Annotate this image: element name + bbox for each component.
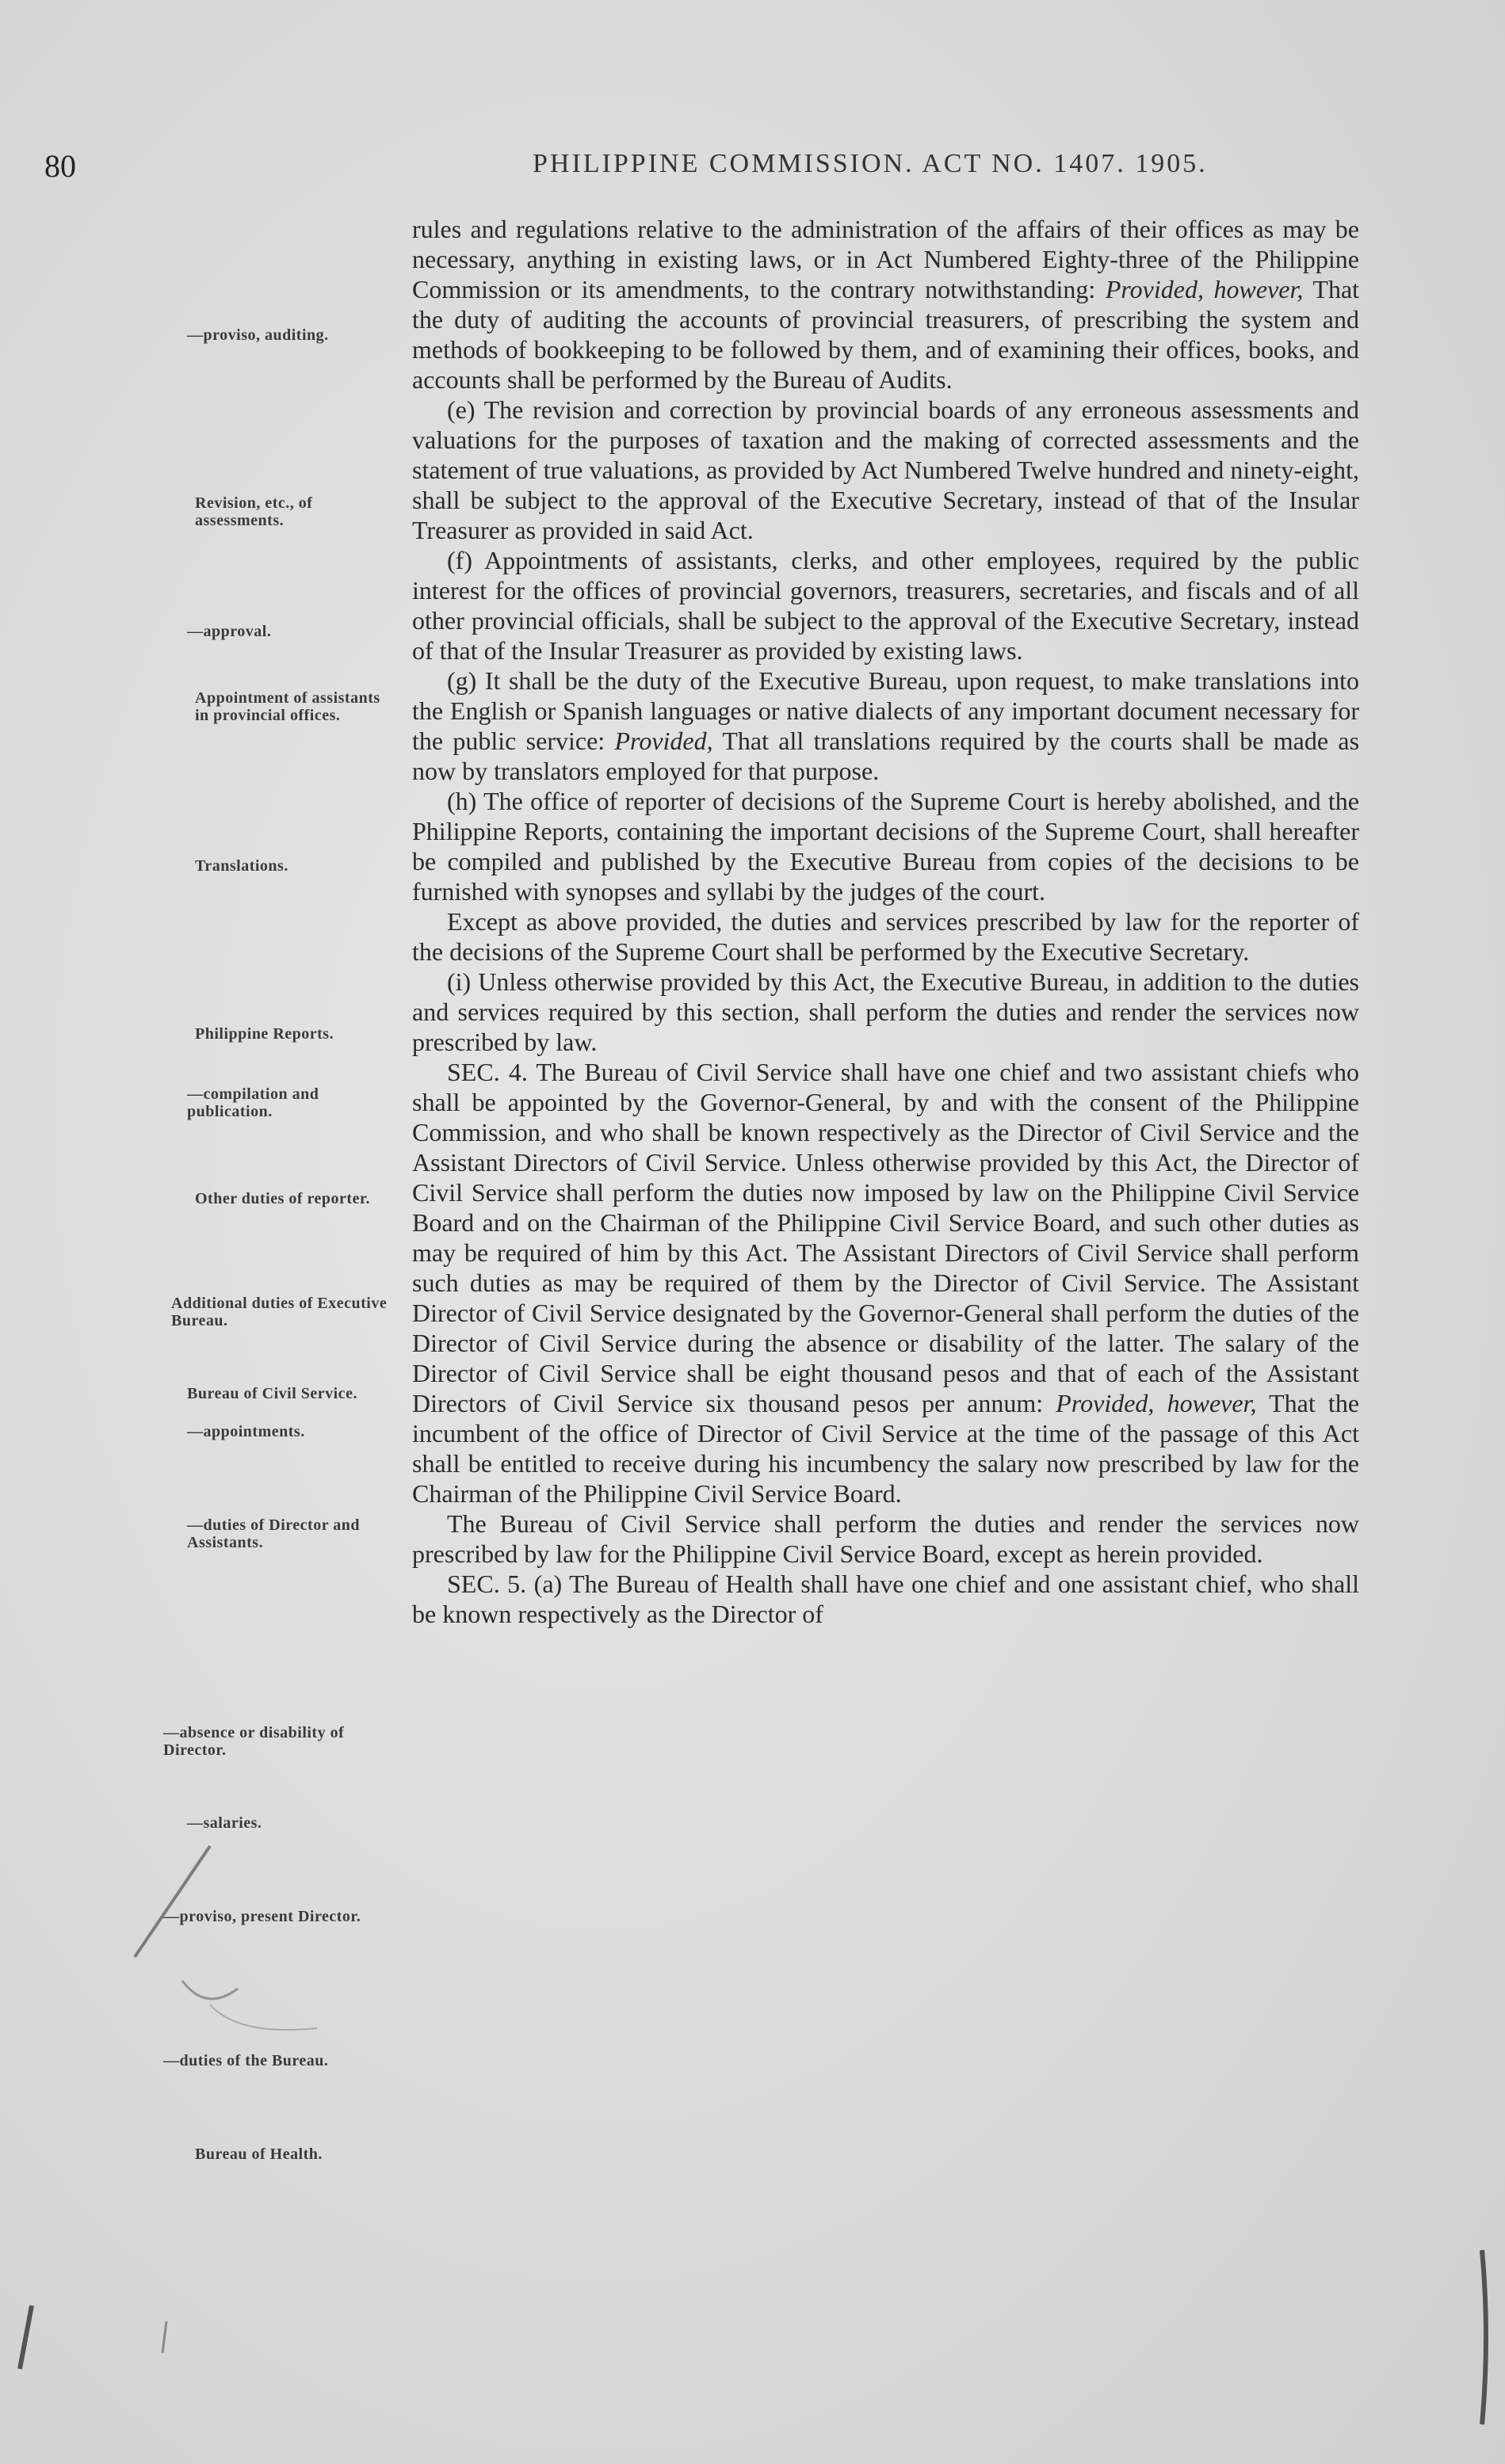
paragraph: (h) The office of reporter of decisions of the Supreme Court is hereby abolished, and the Philippine Reports, containing the important decisions of the Supreme Court, shall hereafter be compiled and published by the Executive Bureau from copies of the decisions to be furnished with synopses and syllabi by the judges of the court.	[412, 787, 1359, 906]
margin-note: —appointments.	[187, 1423, 305, 1440]
margin-note: Other duties of reporter.	[195, 1190, 370, 1207]
paragraph: (e) The revision and correction by provincial boards of any erroneous assessments and valuations for the purposes of taxation and the making of corrected assessments and the statement of true valuations, as provided by Act Numbered Twelve hundred and ninety-eight, shall be subject to the approval of the Executive Secretary, instead of that of the Insular Treasurer as provided in said Act.	[412, 395, 1359, 544]
margin-note: Philippine Reports.	[195, 1025, 334, 1043]
margin-note: Appointment of assistants in provincial offices.	[195, 689, 380, 724]
margin-note: —proviso, present Director.	[163, 1908, 361, 1925]
paragraph: SEC. 4. The Bureau of Civil Service shall have one chief and two assistant chiefs who shall be appointed by the Governor-General, by and with the consent of the Philippine Commission, and who shall be known respectively as the Director of Civil Service and the Assistant Directors of Civil Service. Unless otherwise provided by this Act, the Director of Civil Service shall perform the duties now imposed by law on the Philippine Civil Service Board and on the Chairman of the Philippine Civil Service Board, and such other duties as may be required of him by this Act. The Assistant Directors of Civil Service shall perform such duties as may be required of them by the Director of Civil Service. The Assistant Director of Civil Service designated by the Governor-General shall perform the duties of the Director of Civil Service during the absence or disability of the latter. The salary of the Director of Civil Service shall be eight thousand pesos and that of each of the Assistant Directors of Civil Service six thousand pesos per annum: Provided, however, That the incumbent of the office of Director of Civil Service at the time of the passage of this Act shall be entitled to receive during his incumbency the salary now prescribed by law for the Chairman of the Philippine Civil Service Board.	[412, 1058, 1360, 1508]
margin-note: Bureau of Civil Service.	[187, 1385, 357, 1402]
margin-note: —absence or disability of Director.	[163, 1724, 345, 1759]
paragraph: Except as above provided, the duties and services prescribed by law for the reporter of the decisions of the Supreme Court shall be performed by the Executive Secretary.	[412, 907, 1359, 966]
margin-note: —duties of Director and Assistants.	[187, 1516, 360, 1551]
paragraph: (i) Unless otherwise provided by this Act, the Executive Bureau, in addition to the duties and services required by this section, shall perform the duties and render the services now prescribed by law.	[412, 967, 1359, 1056]
margin-note: —compilation and publication.	[187, 1085, 319, 1120]
paragraph: rules and regulations relative to the administration of the affairs of their offices as may be necessary, anything in existing laws, or in Act Numbered Eighty-three of the Philippine Commission or its amendments, to the contrary notwithstanding: Provided, however, That the duty of auditing the accounts of provincial treasurers, of prescribing the system and methods of bookkeeping to be followed by them, and of examining their offices, books, and accounts shall be performed by the Bureau of Audits.	[412, 215, 1360, 394]
margin-note: Translations.	[195, 857, 288, 875]
margin-note: —approval.	[187, 623, 272, 640]
paragraph: SEC. 5. (a) The Bureau of Health shall have one chief and one assistant chief, who shall be known respectively as the Director of	[412, 1570, 1359, 1628]
margin-note: —salaries.	[187, 1814, 262, 1832]
paragraph: (g) It shall be the duty of the Executive Bureau, upon request, to make translations into the English or Spanish languages or native dialects of any important document necessary for the public service: Provided, That all translations required by the courts shall be made as now by translators employed for that purpose.	[412, 666, 1360, 785]
paragraph: The Bureau of Civil Service shall perform the duties and render the services now prescribed by law for the Philippine Civil Service Board, except as herein provided.	[412, 1509, 1359, 1568]
paragraph: (f) Appointments of assistants, clerks, and other employees, required by the public interest for the offices of provincial governors, treasurers, secretaries, and fiscals and of all other provincial officials, shall be subject to the approval of the Executive Secretary, instead of that of the Insular Treasurer as provided by existing laws.	[412, 546, 1359, 665]
margin-note: Bureau of Health.	[195, 2146, 323, 2163]
margin-note: —proviso, auditing.	[187, 326, 329, 344]
margin-note: —duties of the Bureau.	[163, 2052, 329, 2069]
margin-note: Revision, etc., of assessments.	[195, 494, 313, 529]
page-number: 80	[44, 148, 76, 184]
running-head: PHILIPPINE COMMISSION. ACT NO. 1407. 1905.	[533, 149, 1208, 178]
margin-note: Additional duties of Executive Bureau.	[171, 1295, 388, 1329]
